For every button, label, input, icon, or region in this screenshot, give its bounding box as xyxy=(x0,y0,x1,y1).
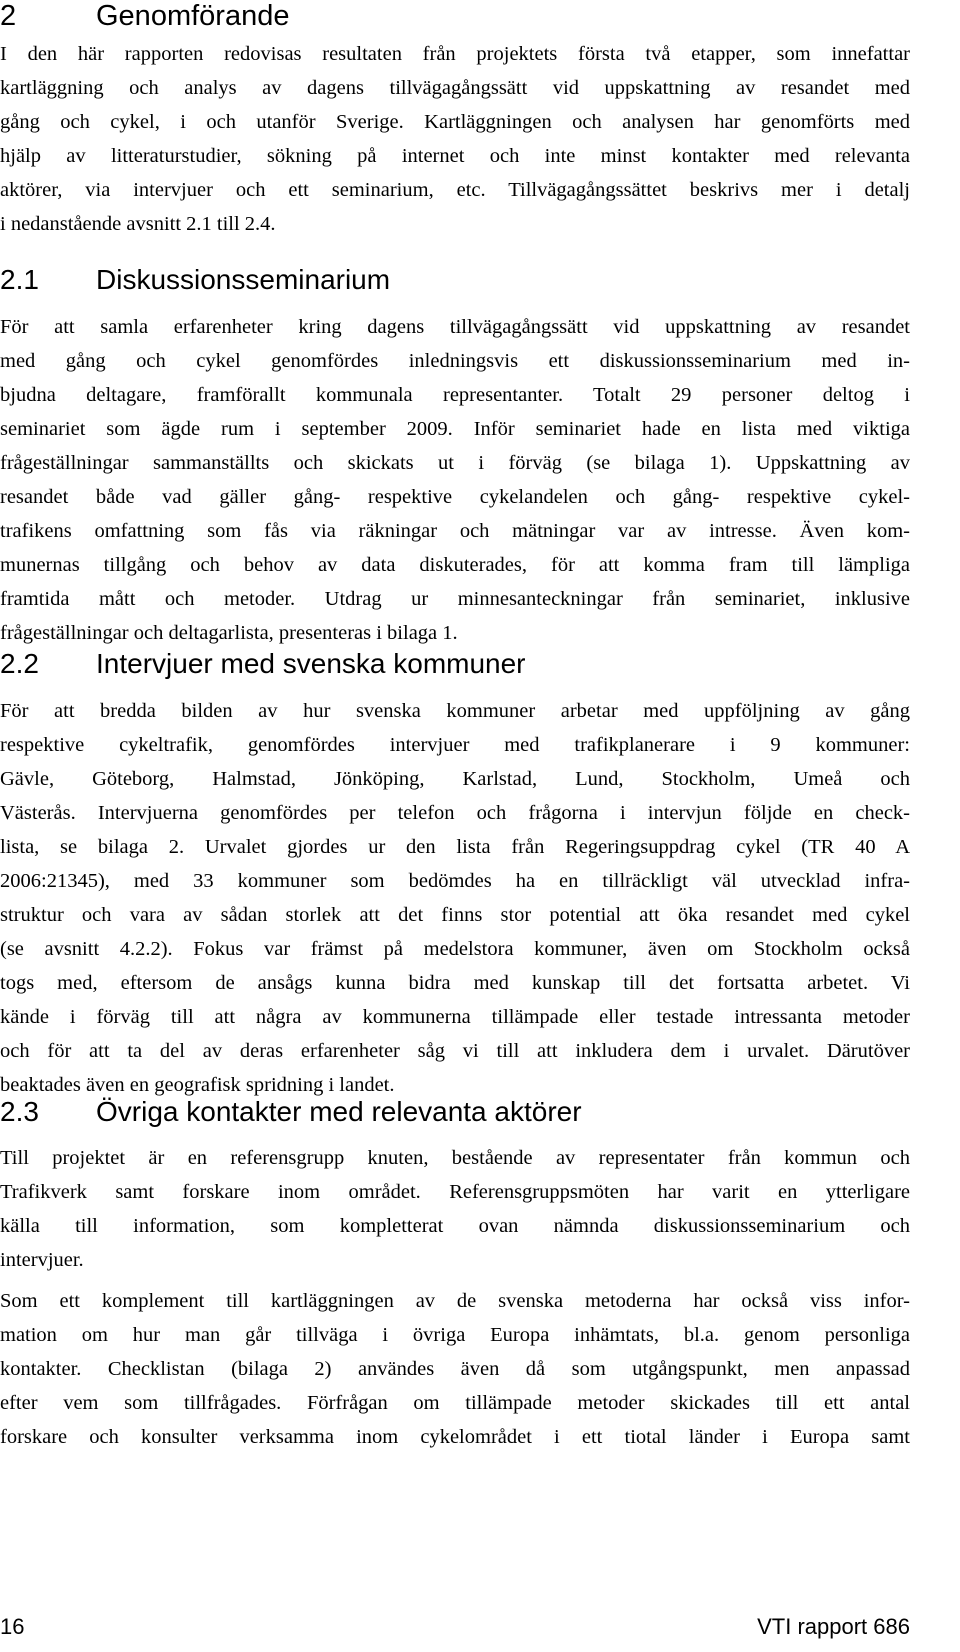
page-number: 16 xyxy=(0,1614,25,1639)
section-number: 2 xyxy=(0,0,17,32)
text-line: kände i förväg till att några av kommunerna tillämpade eller testade intressanta metoder xyxy=(0,1006,910,1028)
section-title: Intervjuer med svenska kommuner xyxy=(96,648,526,679)
text-line: frågeställningar sammanställts och skickats ut i förväg (se bilaga 1). Uppskattning av xyxy=(0,452,910,474)
text-line: mation om hur man går tillväga i övriga Europa inhämtats, bl.a. genom personliga xyxy=(0,1324,910,1346)
section-heading-2-1 xyxy=(0,264,390,296)
text-line: källa till information, som kompletterat ovan nämnda diskussionsseminarium och xyxy=(0,1215,910,1237)
text-line: hjälp av litteraturstudier, sökning på internet och inte minst kontakter med relevanta xyxy=(0,145,910,167)
text-line: beaktades även en geografisk spridning i landet. xyxy=(0,1074,395,1096)
text-line: forskare och konsulter verksamma inom cykelområdet i ett tiotal länder i Europa samt xyxy=(0,1426,910,1448)
text-line: framtida mått och metoder. Utdrag ur minnesanteckningar från seminariet, inklusive xyxy=(0,588,910,610)
text-line: trafikens omfattning som fås via räkningar och mätningar var av intresse. Även kom- xyxy=(0,520,910,542)
intro-paragraph xyxy=(0,37,910,241)
text-line: För att samla erfarenheter kring dagens tillvägagångssätt vid uppskattning av resandet xyxy=(0,316,910,338)
municipality-interviews-paragraph xyxy=(0,694,910,1102)
section-heading-2-3 xyxy=(0,1096,582,1128)
text-line: Till projektet är en referensgrupp knuten, bestående av representater från kommun och xyxy=(0,1147,910,1169)
section-number: 2.3 xyxy=(0,1096,39,1127)
text-line: seminariet som ägde rum i september 2009. Inför seminariet hade en lista med viktiga xyxy=(0,418,910,440)
text-line: Västerås. Intervjuerna genomfördes per telefon och frågorna i intervjun följde en check- xyxy=(0,802,910,824)
text-line: lista, se bilaga 2. Urvalet gjordes ur den lista från Regeringsuppdrag cykel (TR 40 A xyxy=(0,836,910,858)
text-line: kontakter. Checklistan (bilaga 2) användes även då som utgångspunkt, men anpassad xyxy=(0,1358,910,1380)
text-line: kartläggning och analys av dagens tillvägagångssätt vid uppskattning av resandet med xyxy=(0,77,910,99)
text-line: respektive cykeltrafik, genomfördes intervjuer med trafikplanerare i 9 kommuner: xyxy=(0,734,910,756)
section-heading-2-2 xyxy=(0,648,526,680)
text-line: i nedanstående avsnitt 2.1 till 2.4. xyxy=(0,213,276,235)
text-line: Som ett komplement till kartläggningen av de svenska metoderna har också viss infor- xyxy=(0,1290,910,1312)
text-line: efter vem som tillfrågades. Förfrågan om tillämpade metoder skickades till ett antal xyxy=(0,1392,910,1414)
discussion-seminar-paragraph xyxy=(0,310,910,650)
text-line: frågeställningar och deltagarlista, presenteras i bilaga 1. xyxy=(0,622,458,644)
text-line: Trafikverk samt forskare inom området. Referensgruppsmöten har varit en ytterligare xyxy=(0,1181,910,1203)
section-number: 2.1 xyxy=(0,264,39,295)
text-line: (se avsnitt 4.2.2). Fokus var främst på medelstora kommuner, även om Stockholm också xyxy=(0,938,910,960)
section-title: Övriga kontakter med relevanta aktörer xyxy=(96,1096,582,1127)
section-title: Diskussionsseminarium xyxy=(96,264,391,295)
section-title: Genomförande xyxy=(96,0,290,32)
text-line: med gång och cykel genomfördes inledningsvis ett diskussionsseminarium med in- xyxy=(0,350,910,372)
text-line: intervjuer. xyxy=(0,1249,84,1271)
text-line: I den här rapporten redovisas resultaten från projektets första två etapper, som innefattar xyxy=(0,43,910,65)
reference-group-paragraph xyxy=(0,1141,910,1277)
text-line: togs med, eftersom de ansågs kunna bidra med kunskap till det fortsatta arbetet. Vi xyxy=(0,972,910,994)
european-contacts-paragraph xyxy=(0,1284,910,1454)
text-line: aktörer, via intervjuer och ett seminarium, etc. Tillvägagångssättet beskrivs mer i detalj xyxy=(0,179,910,201)
text-line: 2006:21345), med 33 kommuner som bedömdes ha en tillräckligt väl utvecklad infra- xyxy=(0,870,910,892)
section-number: 2.2 xyxy=(0,648,39,679)
text-line: För att bredda bilden av hur svenska kommuner arbetar med uppföljning av gång xyxy=(0,700,910,722)
text-line: och för att ta del av deras erfarenheter såg vi till att inkludera dem i urvalet. Därutöver xyxy=(0,1040,910,1062)
section-heading-2 xyxy=(0,0,289,32)
text-line: gång och cykel, i och utanför Sverige. Kartläggningen och analysen har genomförts med xyxy=(0,111,910,133)
report-id: VTI rapport 686 xyxy=(757,1614,910,1639)
text-line: resandet både vad gäller gång- respektive cykelandelen och gång- respektive cykel- xyxy=(0,486,910,508)
page-footer xyxy=(0,1609,910,1645)
text-line: bjudna deltagare, framförallt kommunala representanter. Totalt 29 personer deltog i xyxy=(0,384,910,406)
text-line: Gävle, Göteborg, Halmstad, Jönköping, Karlstad, Lund, Stockholm, Umeå och xyxy=(0,768,910,790)
text-line: munernas tillgång och behov av data diskuterades, för att komma fram till lämpliga xyxy=(0,554,910,576)
text-line: struktur och vara av sådan storlek att det finns stor potential att öka resandet med cykel xyxy=(0,904,910,926)
